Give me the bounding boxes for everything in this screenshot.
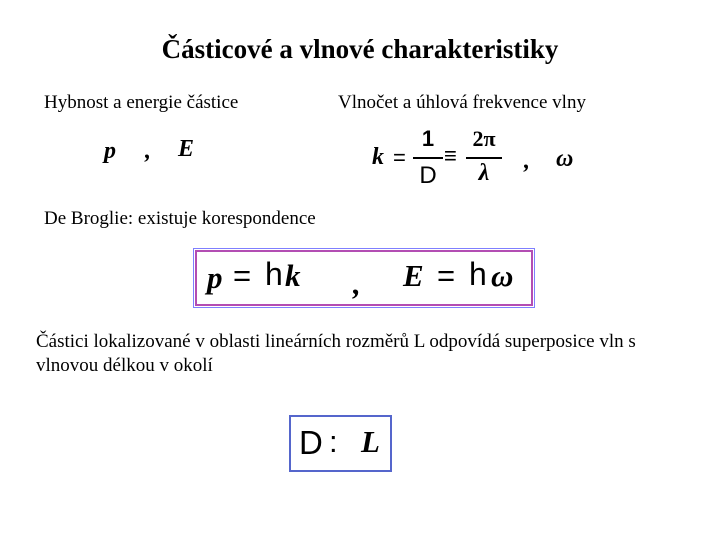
omega-symbol: ω [556, 146, 574, 172]
equals-sign: = [437, 258, 456, 293]
localization-paragraph: Částici lokalizované v oblasti lineárních rozměrů L odpovídá superposice vln s vlnovou délkou v okolí [36, 331, 636, 376]
wavenumber-symbol: k [372, 144, 384, 170]
page-title: Částicové a vlnové charakteristiky [161, 34, 559, 64]
planck-symbol: h [265, 256, 283, 292]
fraction1-denominator: D [419, 162, 437, 189]
right-heading: Vlnočet a úhlová frekvence vlny [338, 92, 586, 113]
equals-sign: = [233, 258, 252, 293]
wavenumber-symbol: k [285, 258, 301, 293]
comma: , [145, 138, 151, 164]
momentum-symbol: p [104, 138, 116, 164]
omega-symbol: ω [491, 258, 514, 293]
equiv-sign: ≡ [444, 143, 457, 168]
planck-symbol: h [469, 256, 487, 292]
colon-symbol: : [329, 424, 338, 459]
broglie-text: De Broglie: existuje korespondence [44, 208, 316, 229]
broglie-formula-frame [195, 250, 533, 306]
delta-symbol: D [299, 424, 323, 461]
fraction2-bar [466, 157, 502, 159]
fraction1-bar [413, 157, 443, 159]
comma: , [353, 266, 361, 301]
equals-sign: = [393, 145, 406, 170]
fraction2-denominator: λ [478, 160, 490, 186]
left-heading: Hybnost a energie částice [44, 92, 239, 113]
length-symbol: L [361, 424, 380, 459]
fraction2-numerator: 2π [472, 126, 496, 151]
energy-symbol: E [403, 258, 424, 293]
comma: , [524, 148, 530, 174]
fraction1-numerator: 1 [421, 126, 435, 151]
momentum-symbol: p [207, 260, 223, 295]
energy-symbol: E [178, 136, 195, 162]
uncertainty-formula-frame [289, 415, 392, 472]
